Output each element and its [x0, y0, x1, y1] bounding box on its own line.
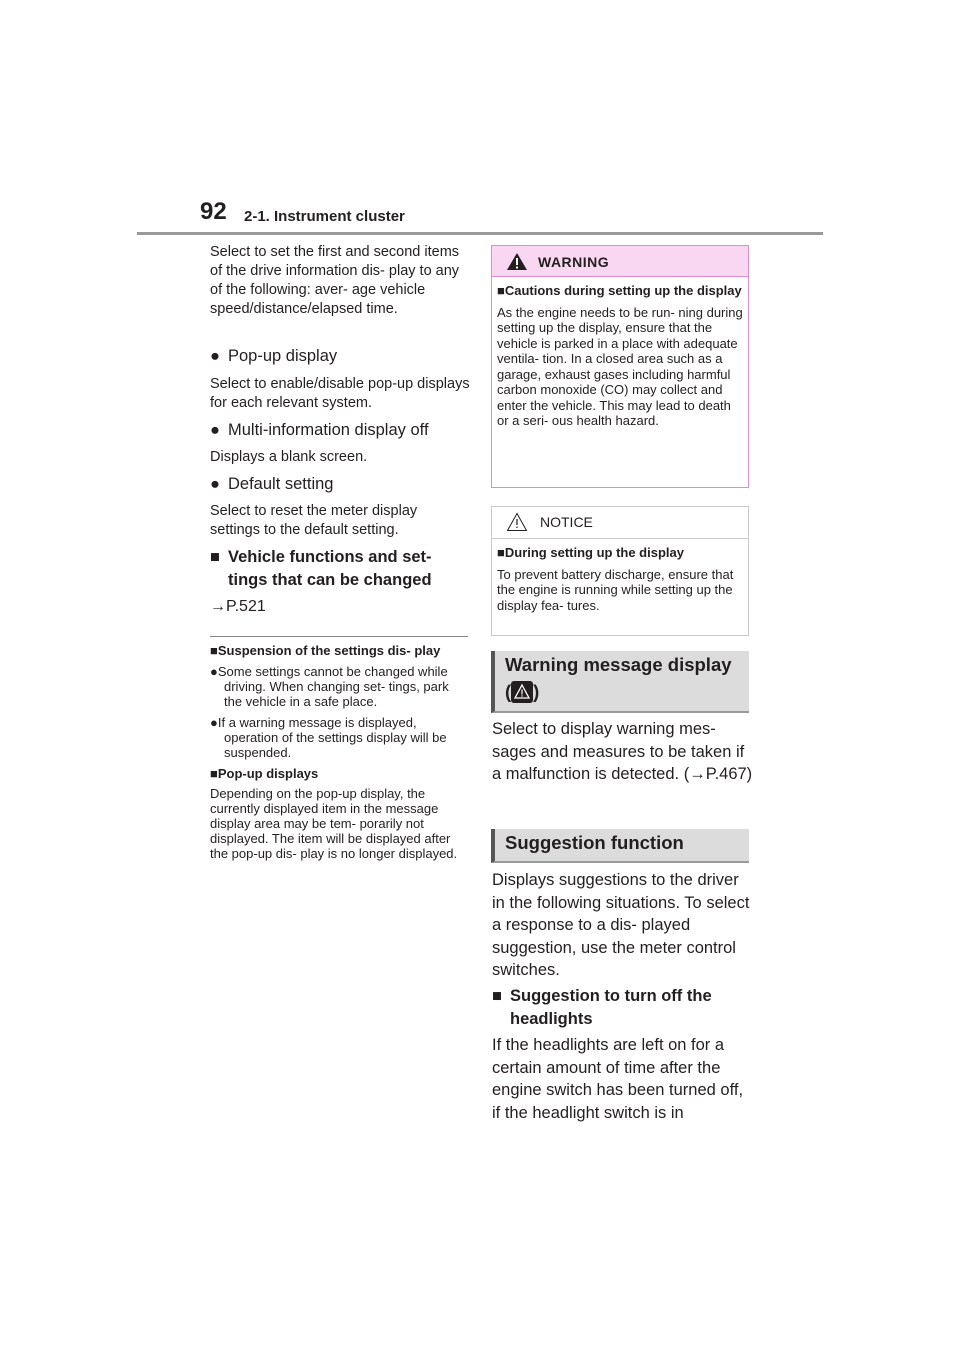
popup-display-title: Pop-up display	[228, 347, 338, 365]
warning-label: WARNING	[538, 254, 610, 270]
circle-bullet-icon: ●	[210, 664, 218, 679]
notice-text: To prevent battery discharge, ensure that the engine is running while setting up the display fea- tures.	[497, 566, 734, 613]
mid-off-title: Multi-information display off	[228, 421, 429, 439]
suggestion-heading-text: Suggestion function	[505, 832, 684, 853]
suggestion-text: Displays suggestions to the driver in the following situations. To select a response to a dis- played suggestion, use the meter control switches.	[492, 871, 750, 979]
bullet-icon: ●	[210, 475, 220, 493]
section-title: 2-1. Instrument cluster	[244, 208, 405, 225]
notice-body	[492, 539, 748, 613]
square-bullet-icon: ■	[210, 643, 218, 658]
notes-block	[210, 643, 466, 861]
note-item	[210, 664, 466, 709]
notice-subtitle	[497, 545, 743, 561]
page-number: 92	[200, 198, 227, 225]
note-heading	[210, 643, 466, 658]
suggestion-sub-title: Suggestion to turn off the headlights	[510, 987, 712, 1028]
arrow-icon: →	[689, 765, 706, 783]
popup-display-text: Select to enable/disable pop-up displays for each relevant system.	[210, 376, 470, 411]
note-heading-text: Pop-up displays	[217, 766, 319, 781]
header-divider	[137, 232, 823, 235]
warning-message-text	[492, 718, 754, 786]
warning-message-heading	[491, 651, 749, 713]
warning-text: As the engine needs to be run- ning during setting up the display, ensure that the vehicle is parked in a place with adequate ventila- tion. In a closed area such as a garage, exhaust gases including harmful carbon monoxide (CO) may collect and enter the vehicle. This may lead to death or a seri- ous health hazard.	[497, 304, 743, 428]
warning-message-body: Select to display warning mes- sages and measures to be taken if a malfunction is detected. (	[492, 720, 745, 783]
warning-subtitle	[497, 283, 743, 299]
warning-header	[492, 246, 748, 277]
warning-subtitle-text: Cautions during setting up the display	[504, 283, 742, 298]
vehicle-functions-title: Vehicle functions and set- tings that can be changed	[228, 548, 432, 589]
warning-symbol-icon	[511, 681, 533, 703]
popup-display-heading	[210, 345, 470, 367]
notice-label: NOTICE	[540, 514, 593, 530]
paren-open: (	[505, 681, 512, 702]
note-item-text: If a warning message is displayed, operation of the settings display will be suspended.	[217, 715, 447, 760]
square-bullet-icon: ■	[210, 548, 220, 566]
suggestion-sub-heading	[492, 985, 754, 1031]
notes-divider	[210, 636, 468, 637]
note-heading	[210, 766, 466, 781]
warning-triangle-icon	[506, 252, 528, 271]
arrow-icon: →	[210, 598, 226, 615]
mid-off-heading	[210, 419, 470, 441]
bullet-icon: ●	[210, 421, 220, 439]
page-ref-link[interactable]: P.521	[226, 598, 266, 615]
notice-subtitle-text: During setting up the display	[504, 545, 684, 560]
note-item-text: Some settings cannot be changed while driving. When changing set- tings, park the vehicle in a safe place.	[217, 664, 449, 709]
notice-box	[491, 506, 749, 636]
square-bullet-icon: ■	[497, 545, 505, 560]
vehicle-functions-ref	[210, 598, 470, 616]
square-bullet-icon: ■	[497, 283, 505, 298]
default-setting-text: Select to reset the meter display settings to the default setting.	[210, 503, 418, 538]
note-item	[210, 715, 466, 760]
notice-header	[492, 507, 748, 539]
square-bullet-icon: ■	[492, 987, 502, 1005]
note-text: Depending on the pop-up display, the currently displayed item in the message display area may be tem- porarily not displayed. The item will be displayed after the pop-up dis- play is no longer displayed.	[210, 786, 458, 861]
page-ref-link[interactable]: P.467)	[705, 765, 753, 783]
default-setting-title: Default setting	[228, 475, 334, 493]
vehicle-functions-heading	[210, 546, 470, 592]
square-bullet-icon: ■	[210, 766, 218, 781]
warning-box	[491, 245, 749, 488]
suggestion-heading	[491, 829, 749, 863]
mid-off-text: Displays a blank screen.	[210, 449, 368, 465]
intro-text: Select to set the first and second items of the drive information dis- play to any of the following: aver- age vehicle speed/distance/elapsed time.	[210, 244, 460, 317]
bullet-icon: ●	[210, 347, 220, 365]
default-setting-heading	[210, 473, 470, 495]
suggestion-sub-text: If the headlights are left on for a certain amount of time after the engine switch has been turned off, if the headlight switch is in	[492, 1036, 744, 1122]
warning-message-heading-line2	[495, 676, 749, 703]
circle-bullet-icon: ●	[210, 715, 218, 730]
caution-triangle-icon	[506, 512, 528, 532]
warning-body	[492, 277, 748, 429]
note-heading-text: Suspension of the settings dis- play	[217, 643, 441, 658]
paren-close: )	[533, 681, 540, 702]
warning-message-heading-line1: Warning message display	[505, 654, 732, 675]
